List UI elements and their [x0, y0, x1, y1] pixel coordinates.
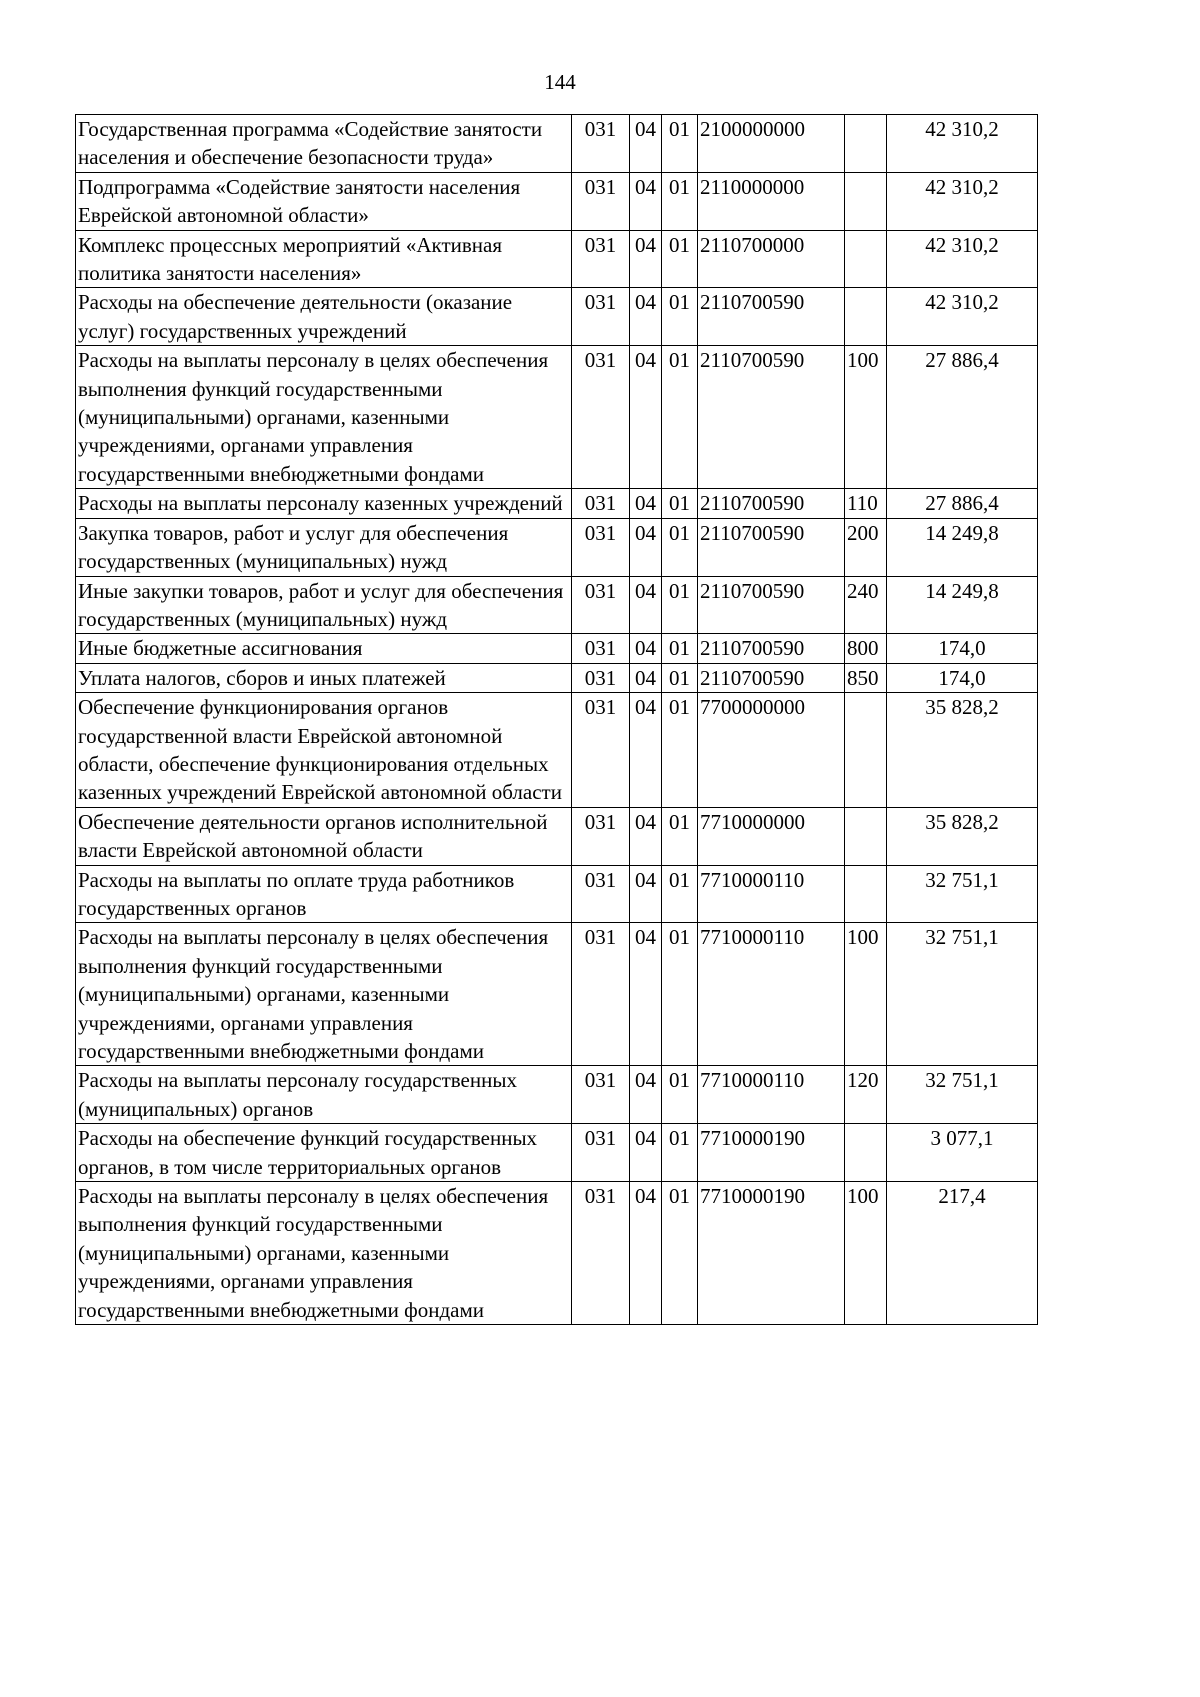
- row-name-cell: Расходы на выплаты персоналу государственных (муниципальных) органов: [76, 1066, 572, 1124]
- row-section-cell: 04: [630, 1124, 662, 1182]
- row-admin-code-cell: 031: [572, 172, 630, 230]
- row-admin-code-cell: 031: [572, 288, 630, 346]
- row-subsection-cell: 01: [662, 1124, 698, 1182]
- row-amount-cell: 42 310,2: [887, 230, 1038, 288]
- row-expense-type-cell: [845, 865, 887, 923]
- row-expense-type-cell: 110: [845, 489, 887, 518]
- row-subsection-cell: 01: [662, 115, 698, 173]
- table-row: [76, 115, 1038, 173]
- row-name-cell: Подпрограмма «Содействие занятости населения Еврейской автономной области»: [76, 172, 572, 230]
- row-expense-type-cell: [845, 693, 887, 808]
- row-expense-type-cell: 850: [845, 663, 887, 692]
- row-subsection-cell: 01: [662, 288, 698, 346]
- row-target-article-cell: 7710000190: [698, 1124, 845, 1182]
- budget-table: [75, 114, 1038, 1325]
- row-target-article-cell: 7710000110: [698, 1066, 845, 1124]
- row-amount-cell: 35 828,2: [887, 693, 1038, 808]
- row-expense-type-cell: [845, 172, 887, 230]
- row-target-article-cell: 2110700590: [698, 576, 845, 634]
- table-row: [76, 865, 1038, 923]
- row-expense-type-cell: 120: [845, 1066, 887, 1124]
- table-row: [76, 693, 1038, 808]
- row-section-cell: 04: [630, 865, 662, 923]
- table-row: [76, 288, 1038, 346]
- row-amount-cell: 32 751,1: [887, 865, 1038, 923]
- row-admin-code-cell: 031: [572, 1066, 630, 1124]
- row-section-cell: 04: [630, 634, 662, 663]
- row-target-article-cell: 2110700590: [698, 634, 845, 663]
- row-expense-type-cell: 800: [845, 634, 887, 663]
- row-section-cell: 04: [630, 230, 662, 288]
- row-section-cell: 04: [630, 1066, 662, 1124]
- row-target-article-cell: 2110700590: [698, 663, 845, 692]
- row-expense-type-cell: 100: [845, 1182, 887, 1325]
- row-amount-cell: 3 077,1: [887, 1124, 1038, 1182]
- row-admin-code-cell: 031: [572, 807, 630, 865]
- row-amount-cell: 27 886,4: [887, 489, 1038, 518]
- row-name-cell: Расходы на выплаты по оплате труда работников государственных органов: [76, 865, 572, 923]
- row-section-cell: 04: [630, 693, 662, 808]
- table-row: [76, 807, 1038, 865]
- row-section-cell: 04: [630, 489, 662, 518]
- row-name-cell: Расходы на обеспечение деятельности (оказание услуг) государственных учреждений: [76, 288, 572, 346]
- row-subsection-cell: 01: [662, 518, 698, 576]
- row-subsection-cell: 01: [662, 865, 698, 923]
- row-section-cell: 04: [630, 807, 662, 865]
- table-row: [76, 576, 1038, 634]
- row-amount-cell: 32 751,1: [887, 923, 1038, 1066]
- table-row: [76, 230, 1038, 288]
- row-expense-type-cell: [845, 807, 887, 865]
- row-name-cell: Комплекс процессных мероприятий «Активная политика занятости населения»: [76, 230, 572, 288]
- row-section-cell: 04: [630, 172, 662, 230]
- row-amount-cell: 35 828,2: [887, 807, 1038, 865]
- row-target-article-cell: 2110700590: [698, 518, 845, 576]
- row-subsection-cell: 01: [662, 1182, 698, 1325]
- row-admin-code-cell: 031: [572, 634, 630, 663]
- row-expense-type-cell: 240: [845, 576, 887, 634]
- row-admin-code-cell: 031: [572, 576, 630, 634]
- row-expense-type-cell: 100: [845, 923, 887, 1066]
- row-amount-cell: 174,0: [887, 634, 1038, 663]
- table-row: [76, 1182, 1038, 1325]
- row-expense-type-cell: 100: [845, 346, 887, 489]
- row-name-cell: Закупка товаров, работ и услуг для обеспечения государственных (муниципальных) нужд: [76, 518, 572, 576]
- row-expense-type-cell: [845, 115, 887, 173]
- row-section-cell: 04: [630, 576, 662, 634]
- row-admin-code-cell: 031: [572, 230, 630, 288]
- table-row: [76, 1066, 1038, 1124]
- row-admin-code-cell: 031: [572, 115, 630, 173]
- row-subsection-cell: 01: [662, 230, 698, 288]
- table-row: [76, 346, 1038, 489]
- row-name-cell: Расходы на выплаты персоналу казенных учреждений: [76, 489, 572, 518]
- row-subsection-cell: 01: [662, 346, 698, 489]
- row-section-cell: 04: [630, 115, 662, 173]
- row-admin-code-cell: 031: [572, 518, 630, 576]
- table-body: [76, 115, 1038, 1325]
- row-subsection-cell: 01: [662, 923, 698, 1066]
- row-target-article-cell: 2110700590: [698, 489, 845, 518]
- row-name-cell: Государственная программа «Содействие занятости населения и обеспечение безопасности труда»: [76, 115, 572, 173]
- row-subsection-cell: 01: [662, 576, 698, 634]
- row-target-article-cell: 2110700590: [698, 346, 845, 489]
- row-subsection-cell: 01: [662, 693, 698, 808]
- row-admin-code-cell: 031: [572, 346, 630, 489]
- row-subsection-cell: 01: [662, 663, 698, 692]
- row-admin-code-cell: 031: [572, 923, 630, 1066]
- row-subsection-cell: 01: [662, 807, 698, 865]
- row-section-cell: 04: [630, 288, 662, 346]
- row-expense-type-cell: [845, 288, 887, 346]
- row-admin-code-cell: 031: [572, 663, 630, 692]
- row-target-article-cell: 2110700000: [698, 230, 845, 288]
- row-target-article-cell: 2110700590: [698, 288, 845, 346]
- row-admin-code-cell: 031: [572, 693, 630, 808]
- row-expense-type-cell: [845, 230, 887, 288]
- table-row: [76, 518, 1038, 576]
- row-amount-cell: 42 310,2: [887, 115, 1038, 173]
- row-target-article-cell: 7710000190: [698, 1182, 845, 1325]
- row-name-cell: Расходы на выплаты персоналу в целях обеспечения выполнения функций государственными (муниципальными) органами, казенными учреждениями, органами управления государственными внебюджетными фондами: [76, 1182, 572, 1325]
- row-name-cell: Расходы на выплаты персоналу в целях обеспечения выполнения функций государственными (муниципальными) органами, казенными учреждениями, органами управления государственными внебюджетными фондами: [76, 923, 572, 1066]
- row-section-cell: 04: [630, 346, 662, 489]
- row-subsection-cell: 01: [662, 1066, 698, 1124]
- row-target-article-cell: 2110000000: [698, 172, 845, 230]
- row-amount-cell: 42 310,2: [887, 288, 1038, 346]
- table-row: [76, 489, 1038, 518]
- table-row: [76, 634, 1038, 663]
- row-subsection-cell: 01: [662, 489, 698, 518]
- row-name-cell: Обеспечение деятельности органов исполнительной власти Еврейской автономной области: [76, 807, 572, 865]
- row-section-cell: 04: [630, 1182, 662, 1325]
- row-subsection-cell: 01: [662, 172, 698, 230]
- row-amount-cell: 14 249,8: [887, 518, 1038, 576]
- row-expense-type-cell: [845, 1124, 887, 1182]
- table-row: [76, 663, 1038, 692]
- row-admin-code-cell: 031: [572, 865, 630, 923]
- row-name-cell: Иные закупки товаров, работ и услуг для обеспечения государственных (муниципальных) нужд: [76, 576, 572, 634]
- row-target-article-cell: 7710000000: [698, 807, 845, 865]
- row-admin-code-cell: 031: [572, 489, 630, 518]
- table-row: [76, 923, 1038, 1066]
- row-amount-cell: 14 249,8: [887, 576, 1038, 634]
- row-name-cell: Расходы на выплаты персоналу в целях обеспечения выполнения функций государственными (муниципальными) органами, казенными учреждениями, органами управления государственными внебюджетными фондами: [76, 346, 572, 489]
- row-amount-cell: 27 886,4: [887, 346, 1038, 489]
- row-amount-cell: 174,0: [887, 663, 1038, 692]
- row-target-article-cell: 7710000110: [698, 923, 845, 1066]
- row-name-cell: Уплата налогов, сборов и иных платежей: [76, 663, 572, 692]
- row-amount-cell: 42 310,2: [887, 172, 1038, 230]
- row-expense-type-cell: 200: [845, 518, 887, 576]
- row-amount-cell: 32 751,1: [887, 1066, 1038, 1124]
- row-name-cell: Расходы на обеспечение функций государственных органов, в том числе территориальных органов: [76, 1124, 572, 1182]
- row-section-cell: 04: [630, 663, 662, 692]
- row-target-article-cell: 2100000000: [698, 115, 845, 173]
- table-row: [76, 1124, 1038, 1182]
- row-section-cell: 04: [630, 923, 662, 1066]
- row-amount-cell: 217,4: [887, 1182, 1038, 1325]
- row-section-cell: 04: [630, 518, 662, 576]
- page-number: 144: [544, 70, 576, 94]
- row-subsection-cell: 01: [662, 634, 698, 663]
- row-target-article-cell: 7700000000: [698, 693, 845, 808]
- row-name-cell: Обеспечение функционирования органов государственной власти Еврейской автономной области, обеспечение функционирования отдельных казенных учреждений Еврейской автономной области: [76, 693, 572, 808]
- row-target-article-cell: 7710000110: [698, 865, 845, 923]
- row-admin-code-cell: 031: [572, 1124, 630, 1182]
- table-row: [76, 172, 1038, 230]
- row-name-cell: Иные бюджетные ассигнования: [76, 634, 572, 663]
- row-admin-code-cell: 031: [572, 1182, 630, 1325]
